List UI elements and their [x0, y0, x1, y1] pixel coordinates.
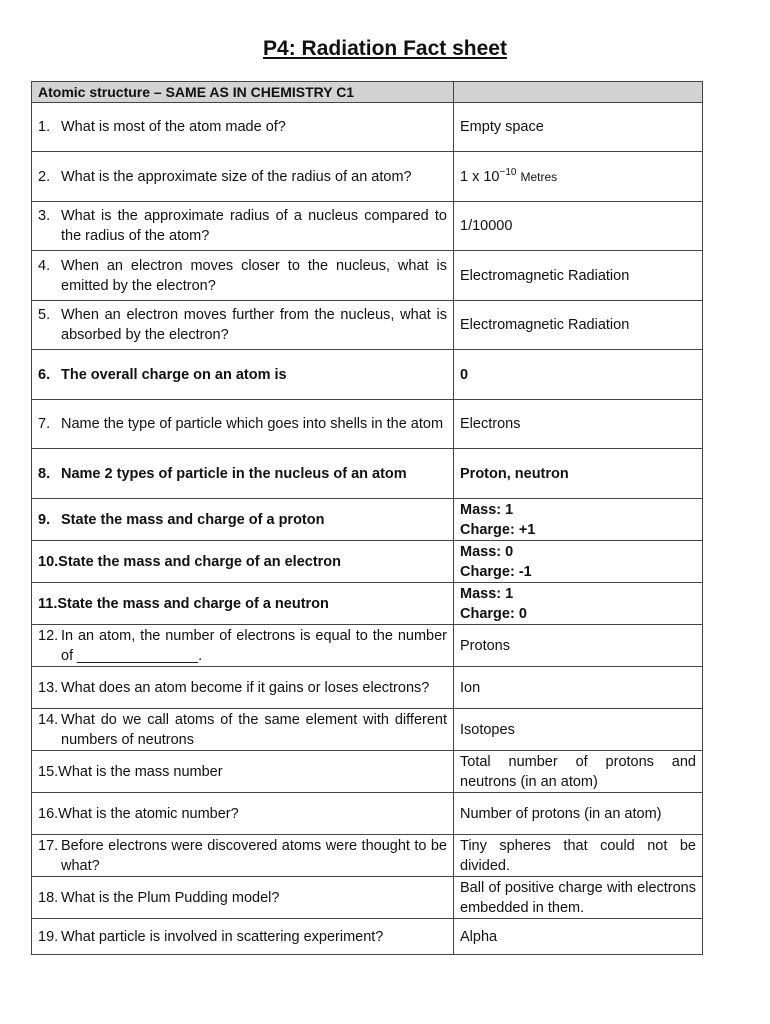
table-row: 19. What particle is involved in scattering experiment? Alpha — [32, 919, 703, 955]
table-row: 5. When an electron moves further from the nucleus, what is absorbed by the electron? Electromagnetic Radiation — [32, 301, 703, 350]
question-text: What do we call atoms of the same element with different numbers of neutrons — [61, 711, 447, 748]
question-text: Name 2 types of particle in the nucleus of an atom — [61, 465, 407, 482]
answer-text: 1/10000 — [454, 202, 703, 251]
fact-table — [31, 81, 703, 955]
answer-text: Empty space — [454, 103, 703, 152]
table-row: 2. What is the approximate size of the radius of an atom? 1 x $10^{-10}$ Metres — [32, 152, 703, 202]
answer-text: Tiny spheres that could not be divided. — [454, 835, 703, 877]
question-text: State the mass and charge of a proton — [61, 511, 325, 528]
question-text: What is the Plum Pudding model? — [61, 889, 280, 906]
answer-text: Mass: 1 Charge: 0 — [454, 583, 703, 625]
question-text: State the mass and charge of an electron — [58, 553, 342, 570]
answer-text: Ion — [454, 667, 703, 709]
question-text: What is the atomic number? — [58, 805, 239, 822]
question-text: What particle is involved in scattering experiment? — [61, 928, 384, 945]
question-text: State the mass and charge of a neutron — [57, 595, 329, 612]
question-text: What is the approximate radius of a nucleus compared to the radius of the atom? — [61, 208, 447, 244]
question-text: The overall charge on an atom is — [61, 366, 287, 383]
table-row: 1. What is most of the atom made of? Empty space — [32, 103, 703, 152]
answer-text: Electromagnetic Radiation — [454, 301, 703, 350]
table-row: 12. In an atom, the number of electrons is equal to the number of _______________. Protons — [32, 625, 703, 667]
header-answer-cell — [454, 82, 703, 103]
answer-text: Proton, neutron — [454, 449, 703, 499]
answer-text: Ball of positive charge with electrons embedded in them. — [454, 877, 703, 919]
table-row: 10. State the mass and charge of an electron Mass: 0 Charge: -1 — [32, 541, 703, 583]
table-row: 15. What is the mass number Total number of protons and neutrons (in an atom) — [32, 751, 703, 793]
table-row: 8. Name 2 types of particle in the nucleus of an atom Proton, neutron — [32, 449, 703, 499]
answer-text: Total number of protons and neutrons (in an atom) — [454, 751, 703, 793]
answer-text: Mass: 1 Charge: +1 — [454, 499, 703, 541]
section-heading: Atomic structure – SAME AS IN CHEMISTRY C1 — [32, 82, 454, 103]
table-row: 9. State the mass and charge of a proton Mass: 1 Charge: +1 — [32, 499, 703, 541]
question-text: Before electrons were discovered atoms were thought to be what? — [61, 837, 447, 874]
table-row: 4. When an electron moves closer to the nucleus, what is emitted by the electron? Electromagnetic Radiation — [32, 251, 703, 301]
question-text: What is the approximate size of the radius of an atom? — [61, 168, 412, 185]
table-row: 17. Before electrons were discovered atoms were thought to be what? Tiny spheres that could not be divided. — [32, 835, 703, 877]
table-row: 6. The overall charge on an atom is 0 — [32, 350, 703, 400]
answer-text: 1 x $10^{-10}$ Metres — [454, 152, 703, 202]
table-row: 18. What is the Plum Pudding model? Ball of positive charge with electrons embedded in them. — [32, 877, 703, 919]
answer-text: Alpha — [454, 919, 703, 955]
answer-text: Protons — [454, 625, 703, 667]
question-text: When an electron moves closer to the nucleus, what is emitted by the electron? — [61, 257, 447, 294]
table-row: 11. State the mass and charge of a neutron Mass: 1 Charge: 0 — [32, 583, 703, 625]
page-title: P4: Radiation Fact sheet — [263, 37, 507, 60]
answer-text: Electrons — [454, 400, 703, 449]
table-row: 14. What do we call atoms of the same element with different numbers of neutrons Isotopes — [32, 709, 703, 751]
question-text: What is most of the atom made of? — [61, 119, 286, 135]
question-text: Name the type of particle which goes into shells in the atom — [61, 416, 444, 432]
table-row: 16. What is the atomic number? Number of protons (in an atom) — [32, 793, 703, 835]
answer-text: 0 — [454, 350, 703, 400]
answer-text: Electromagnetic Radiation — [454, 251, 703, 301]
table-row: 7. Name the type of particle which goes into shells in the atom Electrons — [32, 400, 703, 449]
question-text: In an atom, the number of electrons is equal to the number of _______________. — [61, 627, 447, 664]
answer-text: Mass: 0 Charge: -1 — [454, 541, 703, 583]
question-text: What is the mass number — [58, 763, 223, 780]
question-text: What does an atom become if it gains or loses electrons? — [61, 679, 430, 696]
table-header-row — [32, 82, 703, 103]
table-row: 3. What is the approximate radius of a nucleus compared to the radius of the atom? 1/10000 — [32, 202, 703, 251]
answer-text: Isotopes — [454, 709, 703, 751]
answer-text: Number of protons (in an atom) — [454, 793, 703, 835]
table-row: 13. What does an atom become if it gains or loses electrons? Ion — [32, 667, 703, 709]
question-text: When an electron moves further from the nucleus, what is absorbed by the electron? — [61, 307, 447, 343]
